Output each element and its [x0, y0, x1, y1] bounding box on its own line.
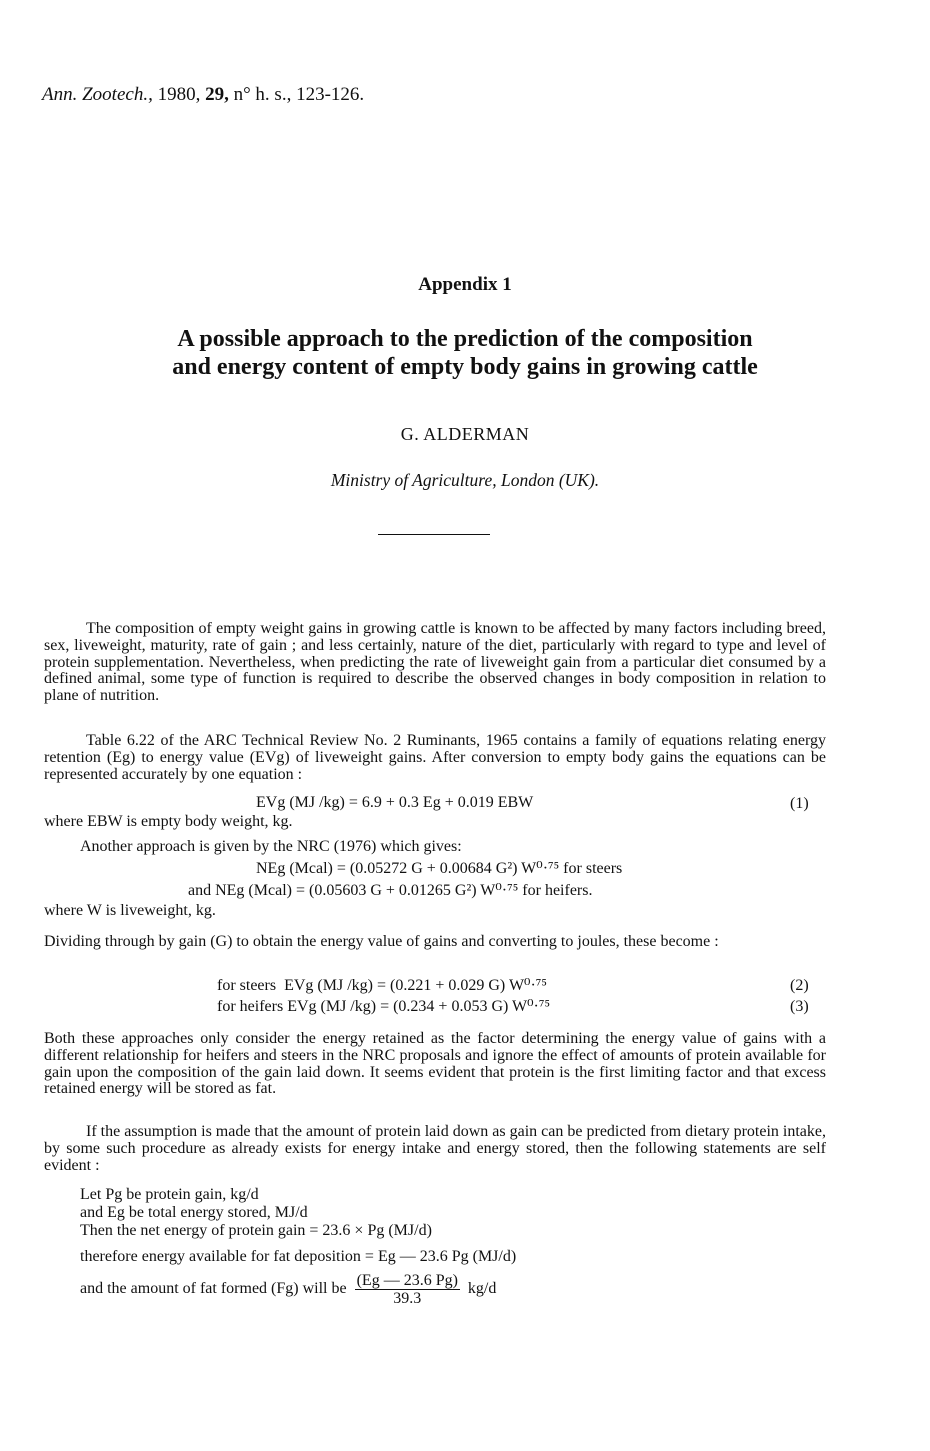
equation-3-number: (3)	[790, 998, 809, 1015]
journal-issue: n° h. s.,	[233, 84, 292, 105]
equation-1: EVg (MJ /kg) = 6.9 + 0.3 Eg + 0.019 EBW	[256, 794, 534, 811]
equation-3: for heifers EVg (MJ /kg) = (0.234 + 0.053 G) W⁰·⁷⁵	[217, 998, 551, 1015]
paragraph-5: where W is liveweight, kg.	[44, 902, 216, 919]
nrc-equation-heifers: and NEg (Mcal) = (0.05603 G + 0.01265 G²) W⁰·⁷⁵ for heifers.	[188, 882, 593, 899]
journal-volume: 29,	[205, 84, 229, 105]
title-line-2: and energy content of empty body gains in growing cattle	[172, 354, 758, 380]
title-line-1: A possible approach to the prediction of the composition	[177, 326, 753, 352]
journal-year: 1980,	[157, 84, 201, 105]
journal-pages: 123-126.	[296, 84, 365, 105]
nrc-equation-steers: NEg (Mcal) = (0.05272 G + 0.00684 G²) W⁰·⁷⁵ for steers	[256, 860, 623, 877]
statement-protein-gain: Let Pg be protein gain, kg/d	[80, 1186, 259, 1203]
paragraph-6: Dividing through by gain (G) to obtain the energy value of gains and converting to joules, these become :	[44, 933, 719, 950]
affiliation: Ministry of Agriculture, London (UK).	[330, 470, 600, 490]
journal-name: Ann. Zootech.,	[42, 84, 153, 105]
paragraph-2: Table 6.22 of the ARC Technical Review No. 2 Ruminants, 1965 contains a family of equations relating energy retention (Eg) to energy value (EVg) of liveweight gains. After conversion to empty body gains the equations can be represented accurately by one equation :	[44, 732, 826, 783]
paragraph-4: Another approach is given by the NRC (1976) which gives:	[80, 838, 462, 855]
paragraph-8: If the assumption is made that the amount of protein laid down as gain can be predicted from dietary protein intake, by some such procedure as already exists for energy intake and energy stored, then the following statements are self evident :	[44, 1123, 826, 1174]
title-divider	[378, 534, 490, 535]
paragraph-7: Both these approaches only consider the energy retained as the factor determining the energy value of gains with a different relationship for heifers and steers in the NRC proposals and ignore the effect of amounts of protein available for gain upon the composition of the gain laid down. It seems evident that protein is the first limiting factor and that excess retained energy will be stored as fat.	[44, 1030, 826, 1098]
fraction-numerator: (Eg — 23.6 Pg)	[356, 1272, 458, 1289]
fat-formed-unit: kg/d	[467, 1280, 497, 1298]
paragraph-1: The composition of empty weight gains in growing cattle is known to be affected by many factors including breed, sex, liveweight, maturity, rate of gain ; and less certainly, nature of the diet, particularly with regard to type and level of protein supplementation. Nevertheless, when predicting the rate of liveweight gain from a particular diet consumed by a defined animal, some type of function is required to describe the observed changes in body composition in relation to plane of nutrition.	[44, 620, 826, 705]
fraction-denominator: 39.3	[393, 1290, 422, 1307]
author: G. ALDERMAN	[400, 424, 530, 444]
equation-2-number: (2)	[790, 977, 809, 994]
paragraph-3: where EBW is empty body weight, kg.	[44, 813, 293, 830]
fat-formula-fraction	[355, 1272, 460, 1307]
equation-2: for steers EVg (MJ /kg) = (0.221 + 0.029 G) W⁰·⁷⁵	[217, 977, 547, 994]
paper-title	[60, 325, 870, 381]
statement-energy-stored: and Eg be total energy stored, MJ/d	[80, 1204, 308, 1221]
statement-fat-formed	[80, 1272, 496, 1307]
appendix-label: Appendix 1	[418, 274, 512, 295]
equation-1-number: (1)	[790, 795, 809, 812]
statement-fat-energy: therefore energy available for fat deposition = Eg — 23.6 Pg (MJ/d)	[80, 1248, 517, 1265]
journal-header	[42, 84, 364, 106]
fat-formed-text: and the amount of fat formed (Fg) will be	[80, 1280, 347, 1298]
statement-net-energy: Then the net energy of protein gain = 23.6 × Pg (MJ/d)	[80, 1222, 432, 1239]
